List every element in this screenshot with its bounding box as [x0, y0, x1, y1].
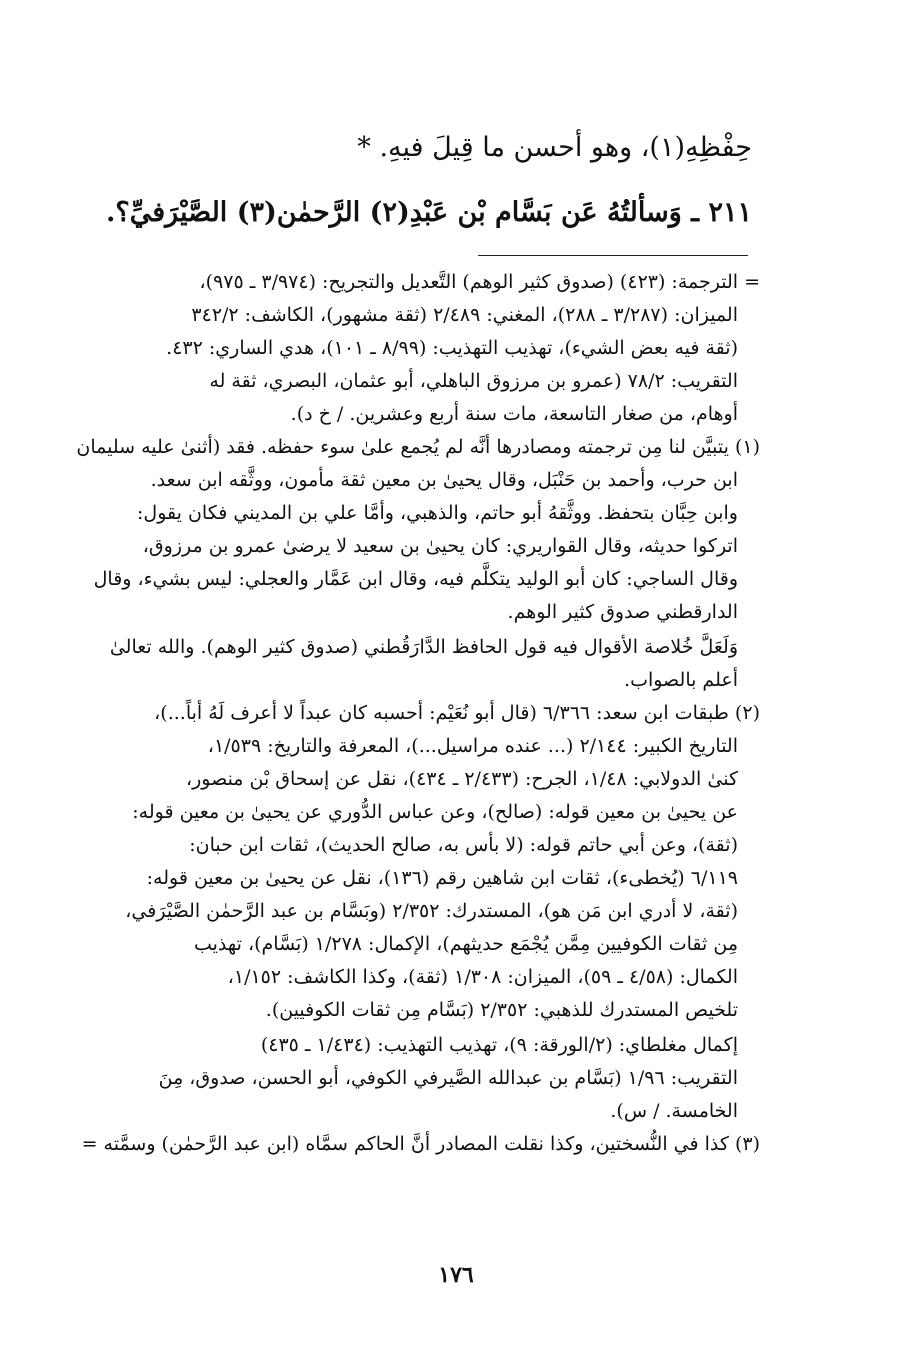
footnote-line: = الترجمة: (٤٢٣) (صدوق كثير الوهم) التَّعديل والتجريح: (٣/٩٧٤ ـ ٩٧٥)،: [199, 271, 760, 293]
footnote-line: الخامسة. / س).: [610, 1100, 738, 1122]
footnote-line: الميزان: (٣/٢٨٧ ـ ٢٨٨)، المغني: ٢/٤٨٩ (ثقة مشهور)، الكاشف: ٣٤٢/٢: [191, 304, 738, 326]
footnote-line: (١) يتبيَّن لنا مِن ترجمته ومصادرها أنَّه لم يُجمع علىٰ سوء حفظه. فقد (أثنىٰ عليه سليمان: [76, 436, 760, 458]
footnote-line: التقريب: ٧٨/٢ (عمرو بن مرزوق الباهلي، أبو عثمان، البصري، ثقة له: [209, 370, 738, 392]
footnote-line: وقال الساجي: كان أبو الوليد يتكلَّم فيه، وقال ابن عَمَّار والعجلي: ليس بشيء، وقال: [93, 568, 738, 590]
footnote-line: أعلم بالصواب.: [624, 669, 738, 691]
page-number: ١٧٦: [438, 1262, 474, 1288]
footnote-continuation: [100, 266, 760, 431]
footnote-line: (٢) طبقات ابن سعد: ٦/٣٦٦ (قال أبو نُعَيْم: أحسبه كان عبداً لا أعرف لَهُ أباً...)،: [154, 702, 760, 724]
footnote-line: وابن حِبَّان بتحفظ. ووثَّقهُ أبو حاتم، والذهبي، وأمَّا علي بن المديني فكان يقول:: [137, 502, 738, 524]
footnote-line: إكمال مغلطاي: (٢/الورقة: ٩)، تهذيب التهذيب: (١/٤٣٤ ـ ٤٣٥): [260, 1034, 738, 1056]
footnote-line: (ثقة)، وعن أبي حاتم قوله: (لا بأس به، صالح الحديث)، ثقات ابن حبان:: [189, 834, 738, 856]
footnote-line: التاريخ الكبير: ٢/١٤٤ (... عنده مراسيل...)، المعرفة والتاريخ: ١/٥٣٩،: [207, 735, 738, 757]
footnote-separator: [478, 255, 748, 256]
footnote-line: (ثقة فيه بعض الشيء)، تهذيب التهذيب: (٨/٩٩ ـ ١٠١)، هدي الساري: ٤٣٢.: [166, 337, 738, 359]
question-heading-211: ٢١١ ـ وَسألتُهُ عَن بَسَّام بْن عَبْدِ(٢) الرَّحمٰن(٣) الصَّيْرَفيِّ؟.: [105, 197, 752, 228]
footnote-line: ابن حرب، وأحمد بن حَنْبَل، وقال يحيىٰ بن معين ثقة مأمون، ووثَّقه ابن سعد.: [150, 469, 738, 491]
footnote-line: اتركوا حديثه، وقال القواريري: كان يحيىٰ بن سعيد لا يرضىٰ عمرو بن مرزوق،: [142, 535, 738, 557]
footnote-line: (ثقة، لا أدري ابن مَن هو)، المستدرك: ٢/٣٥٢ (وبَسَّام بن عبد الرَّحمٰن الصَّيْرَفي،: [125, 900, 738, 922]
footnotes: [76, 266, 760, 1161]
footnote-2: [100, 697, 760, 1128]
footnote-line: التقريب: ١/٩٦ (بَسَّام بن عبدالله الصَّيرفي الكوفي، أبو الحسن، صدوق، مِنَ: [158, 1067, 738, 1089]
footnote-line: (٣) كذا في النُّسختين، وكذا نقلت المصادر أنَّ الحاكم سمَّاه (ابن عبد الرَّحمٰن) وسمَّته =: [81, 1133, 760, 1155]
footnote-line: عن يحيىٰ بن معين قوله: (صالح)، وعن عباس الدُّوري عن يحيىٰ بن معين قوله:: [132, 801, 738, 823]
footnote-3: [81, 1128, 760, 1161]
footnote-line: الدارقطني صدوق كثير الوهم.: [507, 601, 738, 623]
footnote-line: ٦/١١٩ (يُخطىء)، ثقات ابن شاهين رقم (١٣٦)، نقل عن يحيىٰ بن معين قوله:: [146, 867, 738, 889]
footnote-line: وَلَعَلَّ خُلاصة الأقوال فيه قول الحافظ الدَّارَقُطني (صدوق كثير الوهم). والله تعالىٰ: [109, 636, 738, 658]
footnote-line: الكمال: (٤/٥٨ ـ ٥٩)، الميزان: ١/٣٠٨ (ثقة)، وكذا الكاشف: ١/١٥٢،: [227, 966, 738, 988]
main-text-line-1: حِفْظِهِ(١)، وهو أحسن ما قِيلَ فيهِ. *: [357, 132, 752, 163]
footnote-1: [76, 431, 760, 697]
footnote-line: كنىٰ الدولابي: ١/٤٨، الجرح: (٢/٤٣٣ ـ ٤٣٤)، نقل عن إسحاق بْن منصور،: [185, 768, 738, 790]
footnote-line: مِن ثقات الكوفيين مِمَّن يُجْمَع حديثهم)، الإكمال: ١/٢٧٨ (بَسَّام)، تهذيب: [193, 933, 738, 955]
footnote-line: أوهام، من صغار التاسعة، مات سنة أربع وعشرين. / خ د).: [290, 403, 738, 425]
footnote-line: تلخيص المستدرك للذهبي: ٢/٣٥٢ (بَسَّام مِن ثقات الكوفيين).: [265, 999, 738, 1021]
